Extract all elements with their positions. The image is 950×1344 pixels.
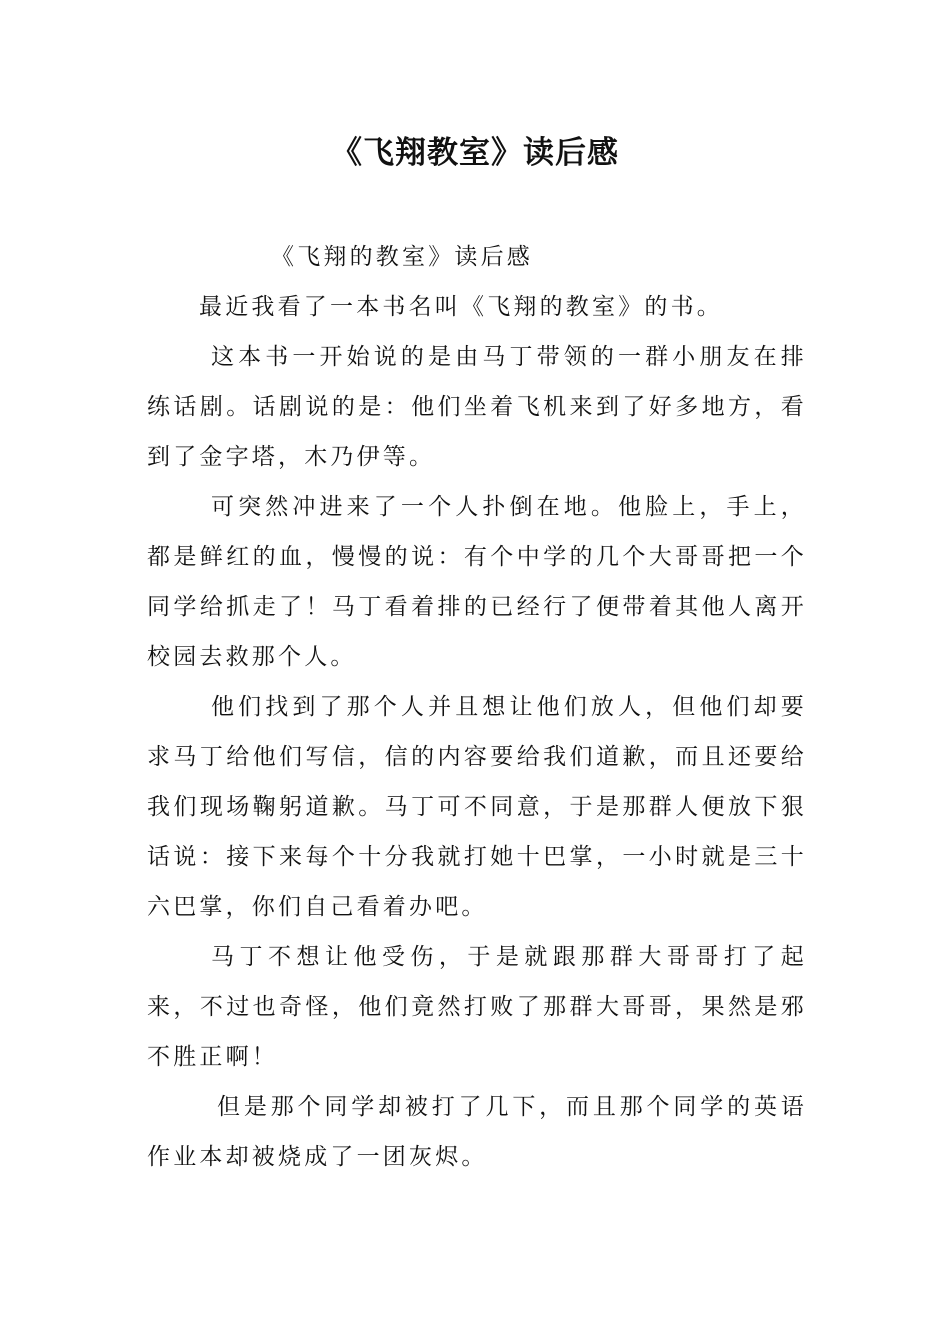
paragraph-6: 但是那个同学却被打了几下，而且那个同学的英语作业本却被烧成了一团灰烬。 [147, 1094, 807, 1170]
document-title: 《飞翔教室》读后感 [331, 135, 619, 171]
document-subtitle: 《飞翔的教室》读后感 [271, 244, 533, 270]
paragraph-1: 最近我看了一本书名叫《飞翔的教室》的书。 [199, 294, 723, 320]
document-body [147, 232, 807, 1182]
paragraph-3: 可突然冲进来了一个人扑倒在地。他脸上，手上，都是鲜红的血，慢慢的说：有个中学的几个大哥哥把一个同学给抓走了！马丁看着排的已经行了便带着其他人离开校园去救那个人。 [147, 494, 807, 670]
paragraph-2: 这本书一开始说的是由马丁带领的一群小朋友在排练话剧。话剧说的是：他们坐着飞机来到了好多地方，看到了金字塔，木乃伊等。 [147, 344, 807, 470]
paragraph-5: 马丁不想让他受伤，于是就跟那群大哥哥打了起来，不过也奇怪，他们竟然打败了那群大哥哥，果然是邪不胜正啊！ [147, 944, 807, 1070]
paragraph-4: 他们找到了那个人并且想让他们放人，但他们却要求马丁给他们写信，信的内容要给我们道歉，而且还要给我们现场鞠躬道歉。马丁可不同意，于是那群人便放下狠话说：接下来每个十分我就打她十巴掌，一小时就是三十六巴掌，你们自己看着办吧。 [147, 694, 807, 920]
